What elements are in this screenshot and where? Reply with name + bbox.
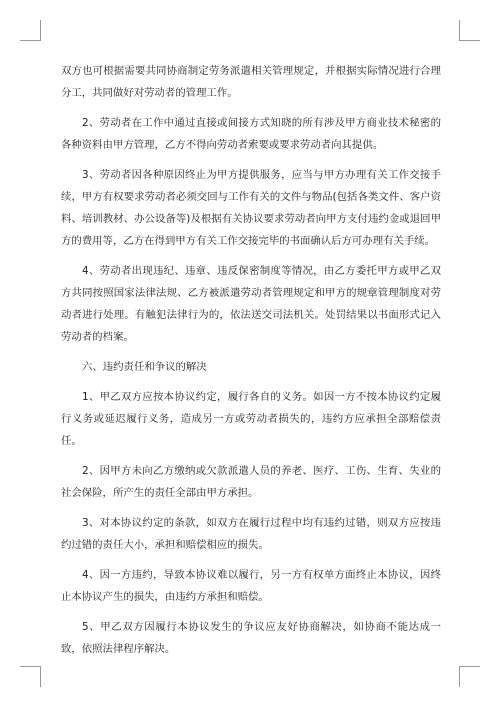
- section-heading-liability: 六、违约责任和争议的解决: [82, 361, 207, 373]
- paragraph-liability-3: 3、对本协议约定的条款，如双方在履行过程中均有违约过错，则双方应按违约过错的责任大小，承担和赔偿相应的损失。: [61, 517, 441, 551]
- crop-mark-top-left-h: [20, 40, 41, 41]
- crop-mark-bottom-right-v: [459, 666, 460, 687]
- paragraph-liability-1: 1、甲乙双方应按本协议约定，履行各自的义务。如因一方不按本协议约定履行义务或延迟履行义务，造成另一方或劳动者损失的，违约方应承担全部赔偿责任。: [61, 391, 441, 447]
- paragraph-clause-2: 2、劳动者在工作中通过直接或间接方式知晓的所有涉及甲方商业技术秘密的各种资料由甲方管理，乙方不得向劳动者索要或要求劳动者向其提供。: [61, 117, 441, 151]
- paragraph-liability-5: 5、甲乙双方因履行本协议发生的争议应友好协商解决，如协商不能达成一致，依照法律程序解决。: [61, 621, 441, 655]
- paragraph-clause-3: 3、劳动者因各种原因终止为甲方提供服务，应当与甲方办理有关工作交接手续，甲方有权要求劳动者必须交回与工作有关的文件与物品(包括各类文件、客户资料、培训教材、办公设备等)及根据有关协议要求劳动者向甲方支付违约金或退回甲方的费用等，乙方在得到甲方有关工作交接完毕的书面确认后方可办理有关手续。: [61, 169, 441, 247]
- paragraph-liability-2: 2、因甲方未向乙方缴纳或欠款派遣人员的养老、医疗、工伤、生育、失业的社会保险，所产生的责任全部由甲方承担。: [61, 465, 441, 499]
- crop-mark-top-right-h: [459, 40, 480, 41]
- crop-mark-top-left-v: [40, 20, 41, 41]
- crop-mark-top-right-v: [459, 20, 460, 41]
- paragraph-liability-4: 4、因一方违约，导致本协议难以履行，另一方有权单方面终止本协议，因终止本协议产生的损失，由违约方承担和赔偿。: [61, 569, 441, 603]
- crop-mark-bottom-left-v: [40, 666, 41, 687]
- crop-mark-bottom-left-h: [20, 666, 41, 667]
- paragraph-continuation: 双方也可根据需要共同协商制定劳务派遣相关管理规定，并根据实际情况进行合理分工，共同做好对劳动者的管理工作。: [61, 65, 441, 99]
- document-body: [61, 60, 441, 668]
- crop-mark-bottom-right-h: [459, 666, 480, 667]
- paragraph-clause-4: 4、劳动者出现违纪、违章、违反保密制度等情况，由乙方委托甲方或甲乙双方共同按照国家法律法规、乙方被派遣劳动者管理规定和甲方的规章管理制度对劳动者进行处理。有触犯法律行为的，依法送交司法机关。处罚结果以书面形式记入劳动者的档案。: [61, 265, 441, 343]
